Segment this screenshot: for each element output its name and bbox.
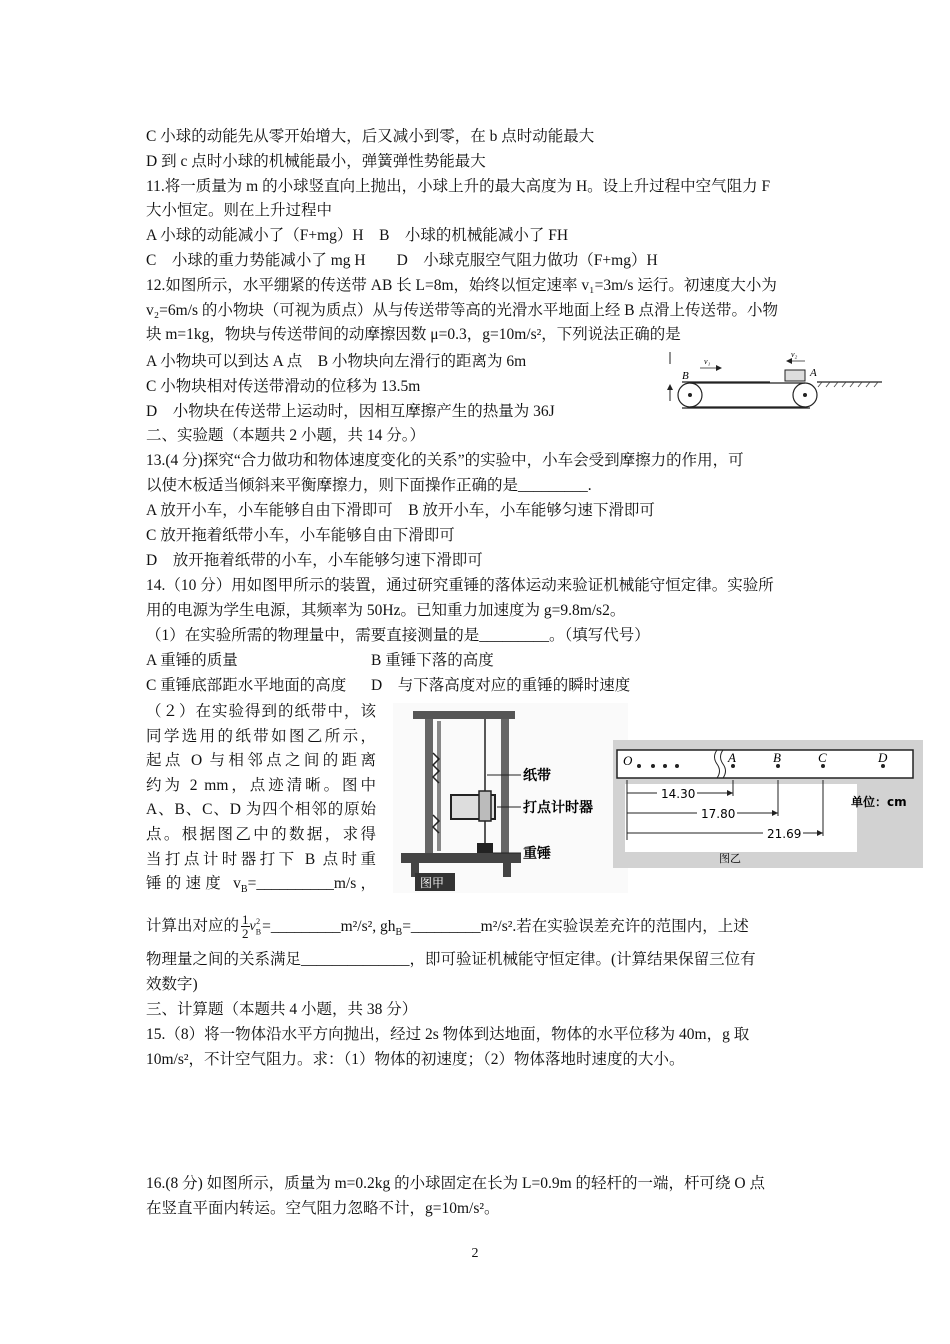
q16-stem-1: 16.(8 分) 如图所示，质量为 m=0.2kg 的小球固定在长为 L=0.9m 的轻杆的一端，杆可绕 O 点 [146, 1175, 765, 1192]
q12-options-ab: A 小物块可以到达 A 点 B 小物块向左滑行的距离为 6m [146, 353, 527, 370]
q14-part-2-line: 起点 O 与相邻点之间的距离 [146, 752, 376, 770]
conveyor-belt-figure [660, 346, 885, 416]
yi-point-c: C [818, 750, 827, 765]
figure-yi-tape [613, 740, 923, 868]
q14-relation-line: 物理量之间的关系满足______________，即可验证机械能守恒定律。(计算结果保留三位有 [146, 951, 756, 968]
yi-distance-b: 17.80 [701, 807, 736, 821]
q13-stem-2: 以使木板适当倾斜来平衡摩擦力，则下面操作正确的是_________. [146, 477, 592, 494]
q14-option-c: C 重锤底部距水平地面的高度 [146, 677, 347, 694]
figure-jia-apparatus [393, 703, 628, 893]
yi-point-o: O [623, 753, 633, 768]
section-3-heading: 三、计算题（本题共 4 小题，共 38 分） [146, 1001, 418, 1018]
q13-stem-1: 13.(4 分)探究“合力做功和物体速度变化的关系”的实验中，小车会受到摩擦力的作用，可 [146, 452, 744, 469]
yi-distance-a: 14.30 [661, 787, 696, 801]
q14-note-line: 效数字) [146, 976, 198, 993]
q14-part-2-line: A、B、C、D 为四个相邻的原始 [146, 801, 376, 819]
q15-stem-2: 10m/s²，不计空气阻力。求：（1）物体的初速度；（2）物体落地时速度的大小。 [146, 1051, 685, 1068]
q14-part-2-line: （２）在实验得到的纸带中，该 [146, 703, 376, 720]
q12-stem-3: 块 m=1kg，物块与传送带间的动摩擦因数 μ=0.3，g=10m/s²，下列说法正确的是 [146, 326, 681, 343]
belt-label-v1: v₁ [704, 357, 711, 366]
jia-label-weight: 重锤 [523, 846, 551, 862]
page-number: 2 [471, 1246, 479, 1261]
calc-prefix: 计算出对应的 [146, 917, 240, 935]
yi-point-d: D [878, 750, 888, 765]
q14-option-d: D 与下落高度对应的重锤的瞬时速度 [371, 677, 631, 694]
q14-part-2-line: 同学选用的纸带如图乙所示， [146, 727, 376, 745]
jia-label-timer: 打点计时器 [523, 800, 593, 816]
q12-option-d: D 小物块在传送带上运动时，因相互摩擦产生的热量为 36J [146, 403, 555, 420]
q12-option-c: C 小物块相对传送带滑动的位移为 13.5m [146, 378, 421, 395]
q14-part-2-line: 当打点计时器打下 B 点时重 [146, 850, 376, 868]
q14-part-2-text [146, 700, 376, 903]
q11-stem-2: 大小恒定。则在上升过程中 [146, 202, 333, 219]
calc-suffix: =_________m²/s², $gh_B=\_\_\_\_\_\_\_\_\_m^2/s^2$.若在实验误差充许的范围内，上述 [262, 917, 749, 938]
q15-stem-1: 15.（8）将一物体沿水平方向抛出，经过 2s 物体到达地面，物体的水平位移为 40m，g 取 [146, 1026, 750, 1043]
yi-unit: 单位：cm [851, 795, 907, 809]
q14-part-1: （1）在实验所需的物理量中，需要直接测量的是_________。（填写代号） [146, 627, 650, 644]
q11-options-ab: A 小球的动能减小了（F+mg）H B 小球的机械能减小了 FH [146, 227, 569, 244]
q11-options-cd: C 小球的重力势能减小了 mg H D 小球克服空气阻力做功（F+mg）H [146, 252, 658, 269]
belt-label-v2: v₂ [791, 350, 798, 359]
q14-stem-1: 14.（10 分）用如图甲所示的装置，通过研究重锤的落体运动来验证机械能守恒定律。实验所 [146, 577, 774, 594]
line-option-c: C 小球的动能先从零开始增大，后又减小到零，在 b 点时动能最大 [146, 128, 595, 145]
q11-stem-1: 11.将一质量为 m 的小球竖直向上抛出，小球上升的最大高度为 H。设上升过程中空气阻力 F [146, 178, 771, 195]
q14-stem-2: 用的电源为学生电源，其频率为 50Hz。已知重力加速度为 g=9.8m/s2。 [146, 602, 626, 619]
yi-point-a: A [728, 750, 736, 765]
q14-option-b: B 重锤下落的高度 [371, 652, 494, 669]
half-vb-squared: 1 $2v_B^2$ [242, 912, 262, 942]
line-option-d: D 到 c 点时小球的机械能最小，弹簧弹性势能最大 [146, 153, 486, 170]
q14-option-a: A 重锤的质量 [146, 652, 238, 669]
q12-stem-2: v₂=6m/s 的小物块（可视为质点）从与传送带等高的光滑水平地面上经 B 点滑上传送带。小物 [146, 302, 779, 319]
q16-stem-2: 在竖直平面内转运。空气阻力忽略不计，g=10m/s²。 [146, 1200, 500, 1217]
yi-caption: 图乙 [719, 852, 741, 865]
q14-part-2-line: 约为 2 mm，点迹清晰。图中 [146, 776, 376, 794]
jia-caption: 图甲 [420, 876, 445, 890]
yi-distance-c: 21.69 [767, 827, 802, 841]
yi-point-b: B [773, 750, 781, 765]
q12-stem-1: 12.如图所示，水平绷紧的传送带 AB 长 L=8m，始终以恒定速率 v₁=3m/s 运行。初速度大小为 [146, 277, 777, 294]
q14-part-2-line: 锤的速度 $v_B=\_\_\_\_\_\_\_\_\_\_m/s$， [146, 875, 376, 896]
section-2-heading: 二、实验题（本题共 2 小题，共 14 分。） [146, 427, 426, 444]
q13-options-ab: A 放开小车，小车能够自由下滑即可 B 放开小车，小车能够匀速下滑即可 [146, 502, 655, 519]
q14-calc-line [146, 910, 749, 945]
q14-part-2-line: 点。根据图乙中的数据，求得 [146, 825, 376, 843]
belt-label-a: A [810, 367, 817, 379]
q13-option-d: D 放开拖着纸带的小车，小车能够匀速下滑即可 [146, 552, 483, 569]
q13-option-c: C 放开拖着纸带小车，小车能够自由下滑即可 [146, 527, 455, 544]
belt-label-b: B [682, 370, 689, 382]
jia-label-tape: 纸带 [523, 768, 551, 784]
